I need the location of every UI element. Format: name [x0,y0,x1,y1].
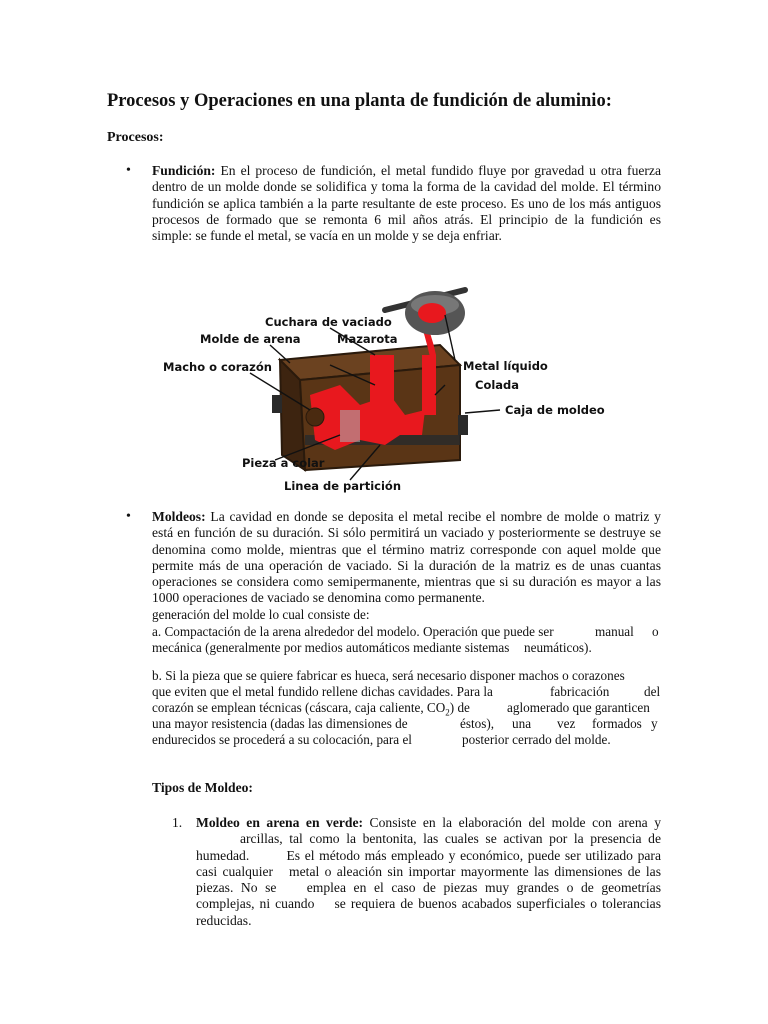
item-a-line2: mecánica (generalmente por medios automáticos mediante sistemas neumáticos). [152,640,592,655]
casting-mold-diagram [160,285,610,500]
item-b-line4: una mayor resistencia (dadas las dimensiones de éstos), una vez formados y [152,716,658,731]
paragraph-fundicion: Fundición: En el proceso de fundición, el metal fundido fluye por gravedad u otra fuerza dentro de un molde donde se solidifica y toma la forma de la cavidad del molde. El término fundición se aplica también a la parte resultante de este proceso. Es uno de los más antiguos procesos de formado que se remonta 6 mil años atrás. El principio de la fundición es simple: se funde el metal, se vacía en un molde y se deja enfriar. [152,163,661,244]
term-moldeo-verde: Moldeo en arena en verde: [196,815,364,830]
label-macho: Macho o corazón [163,360,272,374]
generacion-line: generación del molde lo cual consiste de: [152,607,370,622]
tipo-moldeo-verde: Moldeo en arena en verde: Consiste en la elaboración del molde con arena y arcillas, tal como la bentonita, las cuales se activan por la presencia de humedad. Es el método más empleado y económico, puede ser utilizado para casi cualquier metal o aleación sin importar mayormente las dimensiones de las piezas. No se emplea en el caso de piezas muy grandes o de geometrías complejas, ni cuando se requiera de buenos acabados superficiales o tolerancias reducidas. [196,815,661,928]
label-colada: Colada [475,378,520,392]
term-moldeos: Moldeos: [152,509,206,524]
ladle-shape [385,290,465,335]
label-molde-arena: Molde de arena [200,332,301,346]
item-b-line2: que eviten que el metal fundido rellene dichas cavidades. Para la fabricación del [152,684,661,699]
label-linea-particion: Linea de partición [284,479,402,493]
paragraph-moldeos: Moldeos: La cavidad en donde se deposita el metal recibe el nombre de molde o matriz y está en función de su duración. Si sólo permitirá un vaciado y posteriormente se destruye se denomina como molde, mientras que el término matriz corresponde con aquel molde que permite más de una operación de vaciado. Si la duración de la matriz es de unas cuantas operaciones se considera como semipermanente, mientras que si su duración es mayor a las 1000 operaciones de vaciado se denomina como permanente. [152,509,661,606]
section-heading-tipos: Tipos de Moldeo: [152,780,253,795]
label-pieza: Pieza a colar [242,456,325,470]
item-a-line1: a. Compactación de la arena alrededor del modelo. Operación que puede ser manual o [152,624,659,639]
label-caja-moldeo: Caja de moldeo [505,403,605,417]
bullet-dot: • [126,163,131,178]
label-cuchara: Cuchara de vaciado [265,315,392,329]
label-mazarota: Mazarota [337,332,398,346]
bullet-dot: • [126,509,131,524]
item-b-line1: b. Si la pieza que se quiere fabricar es hueca, será necesario disponer machos o corazones [152,668,625,683]
item-b-line5: endurecidos se procederá a su colocación, para el posterior cerrado del molde. [152,732,611,747]
section-heading-procesos: Procesos: [107,130,164,145]
list-number: 1. [172,815,183,830]
page-title: Procesos y Operaciones en una planta de fundición de aluminio: [107,91,612,111]
item-b-line3: corazón se emplean técnicas (cáscara, caja caliente, $CO_2$) de aglomerado que garanticen [152,700,650,718]
label-metal-liquido: Metal líquido [463,359,548,373]
term-fundicion: Fundición: [152,163,216,178]
